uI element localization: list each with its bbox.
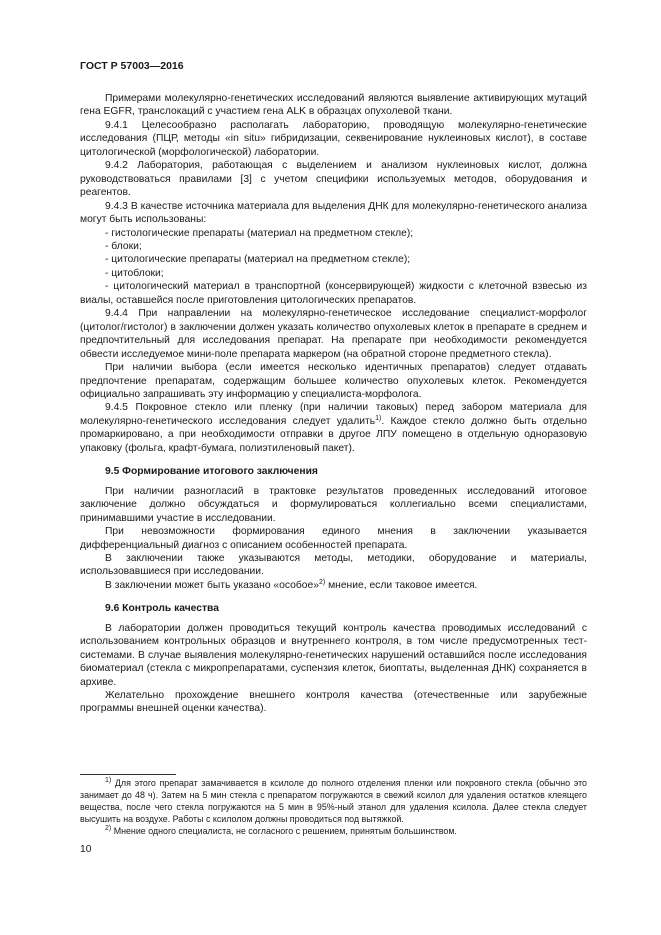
list-item xyxy=(80,227,587,240)
paragraph-text: В заключении может быть указано «особое» xyxy=(105,579,319,591)
paragraph-text: - блоки; xyxy=(105,240,142,252)
footnote-mark: 2) xyxy=(105,824,112,832)
paragraph-text: - гистологические препараты (материал на предметном стекле); xyxy=(105,227,414,239)
paragraph xyxy=(80,119,587,159)
footnote xyxy=(80,778,587,826)
paragraph xyxy=(80,92,587,119)
paragraph-text: 9.4.1 Целесообразно располагать лабораторию, проводящую молекулярно-генетические исследования (ПЦР, методы «in situ» гибридизации, секвенирование нуклеиновых кислот), в составе цитологической (морфологической) лаборатории. xyxy=(80,119,587,158)
paragraph xyxy=(80,159,587,199)
list-item xyxy=(80,240,587,253)
list-item xyxy=(80,267,587,280)
footnote-mark: 1) xyxy=(105,777,112,784)
footnote-ref: 1) xyxy=(375,414,382,422)
paragraph-text: При наличии выбора (если имеется несколько идентичных препаратов) следует отдавать предпочтение препаратам, содержащим большее количество опухолевых клеток. Рекомендуется официально запрашивать эту информацию у специалиста-морфолога. xyxy=(80,362,587,400)
paragraph xyxy=(80,689,587,716)
section-heading: 9.6 Контроль качества xyxy=(105,603,219,615)
paragraph-text: 9.4.5 Покровное стекло или пленку (при наличии таковых) перед забором материала для молекулярно-генетического исследования следует удалить xyxy=(80,402,587,427)
paragraph-text: . Каждое стекло должно быть отдельно промаркировано, а при необходимости отправки в другое ЛПУ помещено в отдельную одноразовую упаковку (фольга, крафт-бумага, полиэтиленовый пакет). xyxy=(80,415,587,454)
paragraph xyxy=(80,579,587,592)
page-number: 10 xyxy=(80,844,92,855)
paragraph xyxy=(80,525,587,552)
paragraph xyxy=(80,485,587,525)
paragraph xyxy=(80,361,587,401)
document-header: ГОСТ Р 57003—2016 xyxy=(80,60,184,72)
paragraph-text: Примерами молекулярно-генетических исследований являются выявление активирующих мутаций гена EGFR, транслокаций с участием гена ALK в образцах опухолевой ткани. xyxy=(80,93,587,118)
paragraph-text: 9.4.4 При направлении на молекулярно-генетическое исследование специалист-морфолог (цитолог/гистолог) в заключении должен указать количество опухолевых клеток в препарате в среднем и предпочтительный для исследования препарат. На препарате при необходимости рекомендуется обвести исследуемое мини-поле препарата маркером (на обратной стороне предметного стекла). xyxy=(80,308,587,360)
footnote-divider xyxy=(80,774,176,775)
paragraph-text: - цитоблоки; xyxy=(105,267,164,279)
paragraph-text: В лаборатории должен проводиться текущий контроль качества проводимых исследований с использованием контрольных образцов и внутреннего контроля, в том числе предусмотренных тест-системами. В случае выявления молекулярно-генетических нарушений оставшийся после исследования биоматериал (стекла с микропрепаратами, суспензия клеток, биоптаты, выделенная ДНК) сохраняется в архиве. xyxy=(80,622,587,688)
paragraph-text: мнение, если таковое имеется. xyxy=(325,579,478,591)
paragraph-text: - цитологические препараты (материал на предметном стекле); xyxy=(105,254,411,266)
footnote-ref: 2) xyxy=(318,578,326,586)
footnote-text: Мнение одного специалиста, не согласного с решением, принятым большинством. xyxy=(111,825,457,836)
footnotes xyxy=(80,778,587,838)
paragraph-text: Желательно прохождение внешнего контроля качества (отечественные или зарубежные программы внешней оценки качества). xyxy=(80,690,587,715)
footnote-text: Для этого препарат замачивается в ксилоле до полного отделения пленки или покровного стекла (обычно это занимает до 48 ч). Затем на 5 мин стекла с препаратом погружаются в свежий ксилол для удаления остатков клеящего вещества, после чего стекла погружаются на 5 мин в 95%-ный этанол для удаления ксилола. Далее стекла следует высушить на воздухе. Работы с ксилолом должны проводиться под вытяжкой. xyxy=(80,778,587,824)
paragraph-text: - цитологический материал в транспортной (консервирующей) жидкости с клеточной взвесью из виалы, оставшейся после приготовления цитологических препаратов. xyxy=(80,281,587,306)
paragraph xyxy=(80,622,587,689)
paragraph xyxy=(80,280,587,307)
paragraph xyxy=(80,307,587,361)
paragraph xyxy=(80,401,587,455)
paragraph-text: 9.4.3 В качестве источника материала для выделения ДНК для молекулярно-генетического анализа могут быть использованы: xyxy=(80,200,587,226)
paragraph-text: В заключении также указываются методы, методики, оборудование и материалы, использовавшиеся при исследовании. xyxy=(80,552,587,578)
section-heading: 9.5 Формирование итогового заключения xyxy=(105,466,318,478)
paragraph xyxy=(80,552,587,579)
paragraph-text: При невозможности формирования единого мнения в заключении указывается дифференциальный диагноз с описанием особенностей препарата. xyxy=(80,526,587,551)
main-text xyxy=(80,92,587,716)
footnote xyxy=(80,826,587,838)
paragraph-text: При наличии разногласий в трактовке результатов проведенных исследований итоговое заключение должно обсуждаться и формулироваться коллегиально всеми специалистами, принимавшими участие в исследовании. xyxy=(80,485,587,524)
paragraph-text: 9.4.2 Лаборатория, работающая с выделением и анализом нуклеиновых кислот, должна руководствоваться правилами [3] с учетом специфики используемых методов, оборудования и реагентов. xyxy=(80,160,587,199)
paragraph xyxy=(80,200,587,227)
list-item xyxy=(80,253,587,266)
